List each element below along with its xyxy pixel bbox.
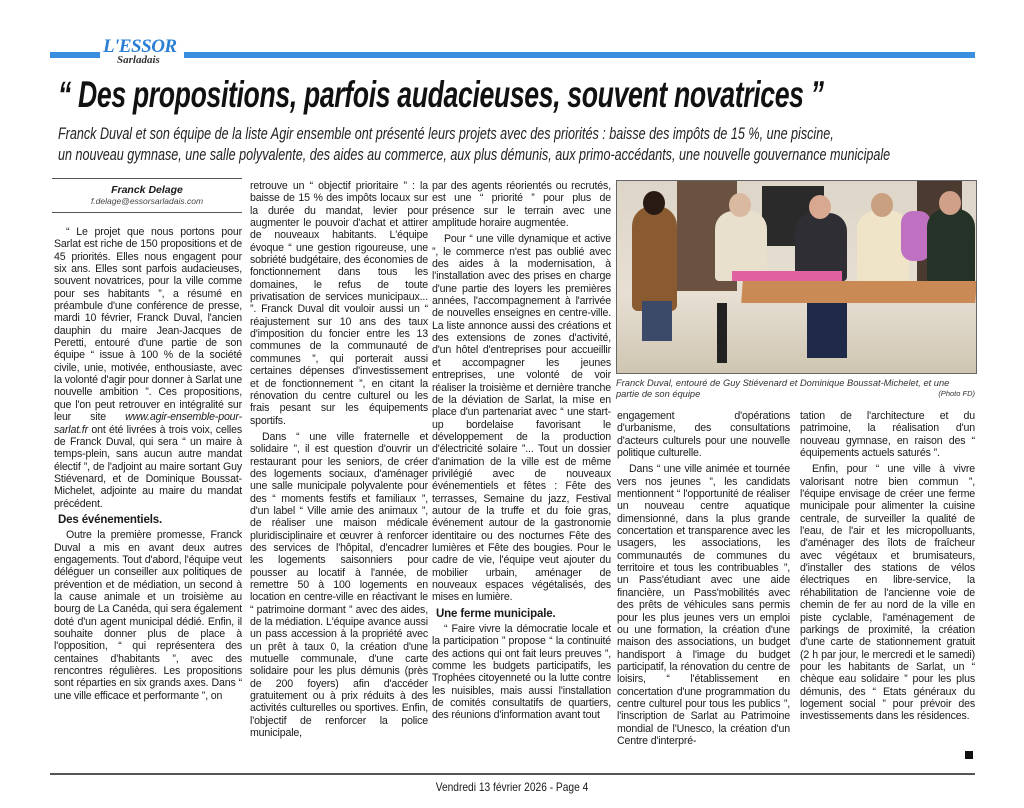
photo-person-head xyxy=(871,193,893,217)
text: “ Le projet que nous portons pour Sarlat est riche de 150 propositions et de 45 priorités. Elles nous engagent pour six ans. Elles sont parfois audacieuses, souvent novatrices, pour la ville comme pour ses habitants ”, a résumé en préambule d'une conférence de presse, mardi 10 février, Franck Duval, l'ancien dauphin du maire Jean-Jacques de Peretti, entouré d'une partie de son équipe “ issue à 100 % de la société civile, unie, motivée, enthousiaste, avec la volonté d'agir pour donner à Sarlat une nouvelle ambition ”. Ces propositions, que l'on peut retrouver en intégralité sur leur site xyxy=(54,226,242,424)
photo-person-head xyxy=(643,191,665,215)
paragraph: engagement d'opérations d'urbanisme, des consultations d'acteurs culturels pour une nouvelle politique culturelle. xyxy=(617,410,790,460)
page-footer: Vendredi 13 février 2026 - Page 4 xyxy=(435,780,589,794)
subtitle-line-2: un nouveau gymnase, une salle polyvalente, des aides au commerce, aux plus démunis, aux primo-accédants, une nouvelle gouvernance municipale xyxy=(58,145,891,164)
article-column-3 xyxy=(432,180,611,726)
paragraph: “ Faire vivre la démocratie locale et la participation ” propose “ la continuité des actions qui ont fait leurs preuves ”, comme les budgets participatifs, les Trophées citoyenneté ou la lutte contre les nuisibles, mais aussi l'installation de comités consultatifs de quartiers, des réunions d'information avant tout xyxy=(432,623,611,722)
team-photo xyxy=(616,180,977,374)
logo-line-2: Sarladais xyxy=(117,54,160,66)
newspaper-logo xyxy=(100,38,184,66)
photo-tablecloth xyxy=(732,271,842,281)
photo-legs xyxy=(642,301,672,341)
subtitle-line-1: Franck Duval et son équipe de la liste Agir ensemble ont présenté leurs projets avec des priorités : baisse des impôts de 15 %, une piscine, xyxy=(58,124,834,143)
author-email[interactable]: f.delage@essorsarladais.com xyxy=(90,196,204,206)
author-name: Franck Delage xyxy=(111,184,183,196)
headline: “ Des propositions, parfois audacieuses, souvent novatrices ” xyxy=(58,74,824,115)
paragraph: Enfin, pour “ une ville à vivre valorisant notre bien commun ”, l'équipe envisage de créer une ferme municipale pour alimenter la cuisine centrale, de surveiller la qualité de l'eau, de l'air et les micropolluants, d'aménager des îlots de fraîcheur avec végétaux et brumisateurs, d'installer des stations de vélos électriques en libre-service, la réhabilitation de l'ancienne voie de chemin de fer au nord de la ville en piste cyclable, l'aménagement de parkings de proximité, la création d'une carte de stationnement gratuit (2 h par jour, le mercredi et le samedi) pour les habitants de Sarlat, un “ chèque eau solidaire ” pour les plus démunis, des “ Etats généraux du logement social ” pour prévoir des investissements dans les résidences. xyxy=(800,463,975,723)
paragraph: Dans “ une ville animée et tournée vers nos jeunes ”, les candidats mentionnent “ l'opportunité de réaliser un nouveau centre aquatique dimensionné, dans la plus grande concertation et transparence avec les usagers, les associations, les communautés de communes du territoire et tous les contribuables ”, un Pass'étudiant avec une aide financière, un Pass'mobilités avec des prêts de véhicules sans permis pour les plus jeunes vers un emploi ou une formation, la création d'une maison des associations, un budget handisport à l'image du budget participatif, la rénovation du centre de loisirs, “ l'établissement en concertation d'une programmation du centre culturel pour tous les publics ”, l'inscription de Sarlat au Patrimoine mondial de l'Unesco, la création d'un Centre d'interpré- xyxy=(617,463,790,747)
footer-rule xyxy=(50,773,975,775)
website-link[interactable]: www.agir-ensemble-pour-sarlat.fr xyxy=(54,411,242,436)
logo-line-1: L'ESSOR xyxy=(103,36,177,57)
section-heading: Des événementiels. xyxy=(58,513,163,526)
paragraph: Dans “ une ville fraternelle et solidaire ”, il est question d'ouvrir un restaurant pour les seniors, de créer des logements sociaux, d'aménager une salle municipale polyvalente pour des “ moments festifs et familiaux ”, d'un label “ Ville amie des animaux ”, de réaliser une maison médicale pluridisciplinaire et œuvrer à renforcer des services de l'hôpital, d'encadrer les logements saisonniers pour pousser au locatif à l'année, de remettre 50 à 100 logements en location en centre-ville en réactivant le “ patrimoine dormant ” avec des aides, de la médiation. L'équipe avance aussi un pass accession à la propriété avec un prêt à taux 0, la création d'une mutuelle communale, d'une carte solidaire pour les plus démunis (près de 200 foyers) afin d'accéder gratuitement ou à prix réduits à des activités culturelles ou sportives. Enfin, l'objectif de renforcer la police municipale, xyxy=(250,430,428,740)
photo-person-head xyxy=(729,193,751,217)
article-column-2 xyxy=(250,180,428,743)
article-column-5 xyxy=(800,410,975,727)
paragraph: retrouve un “ objectif prioritaire ” : la baisse de 15 % des impôts locaux sur la durée du mandat, levier pour augmenter le pouvoir d'achat et attirer de nouveaux habitants. L'équipe évoque “ une gestion rigoureuse, une sobriété budgétaire, des économies de fonctionnement dans tous les domaines, le refus de toute privatisation de services municipaux... ”. Franck Duval dit vouloir aussi un “ réajustement sur 10 ans des taux d'imposition du foncier entre les 13 communes de la communauté de communes ”, qui porterait aussi certaines dépenses d'investissement et de fonctionnement ”, en citant la rénovation du centre culturel ou les frais pesant sur les équipements sportifs. xyxy=(250,180,428,427)
photo-person xyxy=(632,206,677,311)
photo-credit: (Photo FD) xyxy=(938,388,975,398)
photo-legs xyxy=(807,303,847,358)
paragraph: tation de l'architecture et du patrimoine, la réalisation d'un nouveau gymnase, en raison des “ équipements actuels saturés ”. xyxy=(800,410,975,460)
text: ont été livrées à trois voix, celles de Franck Duval, qui sera “ un maire à temps-plein, sans aucun autre mandat électif ”, de l'adjoint au maire sortant Guy Stiévenard, et de Dominique Boussat-Michelet, adjointe au maire du mandat précédent. xyxy=(54,423,242,510)
paragraph: Pour “ une ville dynamique et active ”, le commerce n'est pas oublié avec des aides à la modernisation, à l'installation avec des prises en charge d'une partie des loyers les premières années, l'accompagnement à l'arrivée de nouvelles enseignes en centre-ville. La liste annonce aussi des créations et des extensions de zones d'activité, d'un hôtel d'entreprises pour accueillir et accompagner les jeunes entreprises, une volonté de voir réaliser la troisième et dernière tranche de la déviation de Sarlat, la mise en place d'un partenariat avec “ une start-up bordelaise favorisant le développement de la production d'électricité solaire ”... Tout un dossier d'animation de la ville est de même privilégié avec de nouveaux événementiels et fêtes : Fête des terrasses, Semaine du jazz, Festival autour de la truffe et du foie gras, événement autour de la gastronomie identitaire ou des nocturnes Fête des lumières et Fête des bougies. Pour le cadre de vie, l'équipe veut ajouter du mobilier urbain, aménager de nouveaux espaces végétalisés, des mises en lumière. xyxy=(432,233,611,604)
caption-text: Franck Duval, entouré de Guy Stiévenard et Dominique Boussat-Michelet, et une partie de son équipe xyxy=(616,378,950,399)
section-heading: Une ferme municipale. xyxy=(436,607,556,620)
article-column-1 xyxy=(54,226,242,706)
paragraph xyxy=(54,226,242,510)
masthead-rule xyxy=(50,52,975,58)
photo-legs xyxy=(717,303,727,363)
photo-table xyxy=(741,281,977,303)
article-column-4 xyxy=(617,410,790,751)
byline xyxy=(52,178,242,213)
photo-person-head xyxy=(809,195,831,219)
photo-caption xyxy=(616,378,975,399)
paragraph: Outre la première promesse, Franck Duval a mis en avant deux autres engagements. Tout d'abord, l'équipe veut déléguer un conseiller aux politiques de prévention et de médiation, un second à la cause animale et un troisième au bourg de La Canéda, qui sera également doté d'un agent municipal dédié. Enfin, il souhaite donner plus de place à l'opposition, “ qui représentera des centaines d'habitants ”, avec des rencontres régulières. Les propositions sont réparties en six grands axes. Dans “ une ville efficace et performante ”, on xyxy=(54,529,242,702)
end-of-article-mark xyxy=(965,751,973,759)
paragraph: par des agents réorientés ou recrutés, est une “ priorité ” pour plus de présence sur le terrain avec une amplitude horaire augmentée. xyxy=(432,180,611,230)
photo-person-head xyxy=(939,191,961,215)
